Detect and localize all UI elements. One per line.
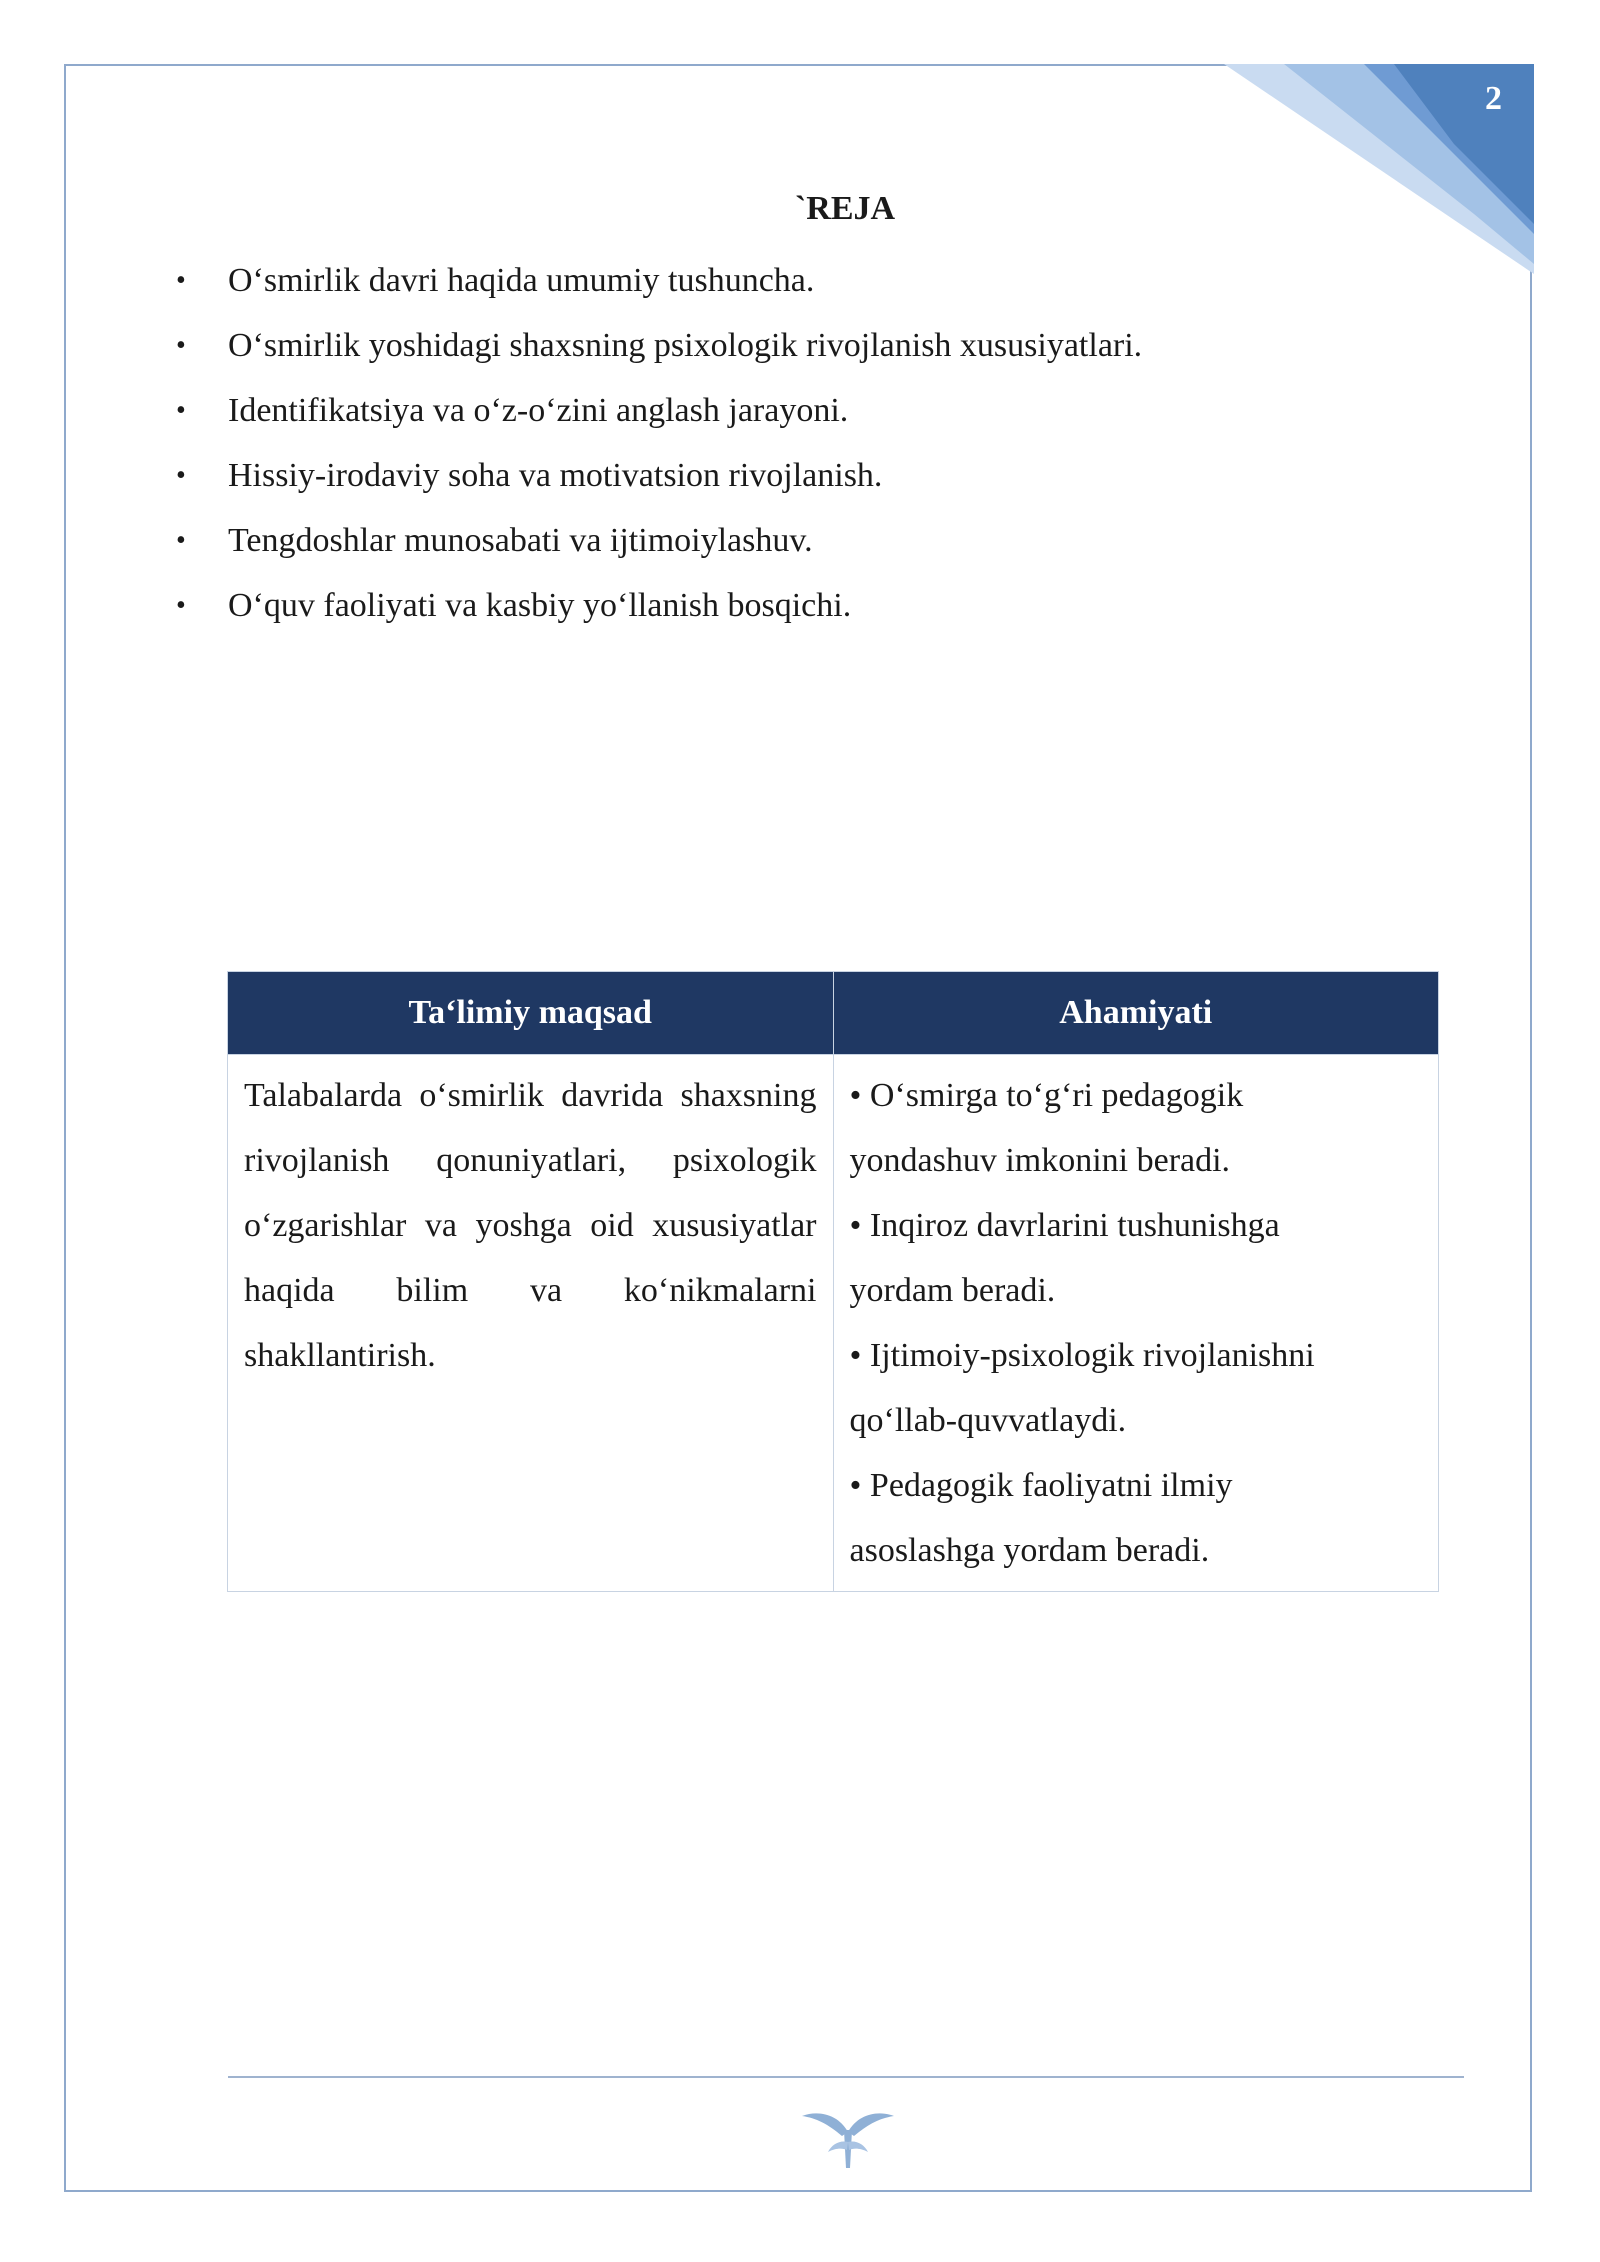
importance-cell <box>833 1055 1439 1592</box>
bullet-icon: • <box>176 330 186 361</box>
bullet-icon: • <box>176 395 186 426</box>
plan-item <box>176 573 1142 638</box>
plan-item <box>176 378 1142 443</box>
bullet-icon: • <box>176 460 186 491</box>
table-header-row <box>228 972 1439 1055</box>
bullet-icon: • <box>176 265 186 296</box>
page-number: 2 <box>1485 80 1502 117</box>
table-row <box>228 1055 1439 1592</box>
importance-point-line: • Oʻsmirga toʻgʻri pedagogik <box>849 1077 1244 1114</box>
plan-list <box>176 248 1142 638</box>
importance-point-line: • Inqiroz davrlarini tushunishga <box>849 1207 1280 1244</box>
plan-item <box>176 313 1142 378</box>
footer-ornament-icon <box>798 2102 898 2172</box>
importance-point-line: • Pedagogik faoliyatni ilmiy <box>849 1467 1233 1504</box>
importance-point-line: • Ijtimoiy-psixologik rivojlanishni <box>849 1337 1315 1374</box>
importance-point-line: yordam beradi. <box>849 1272 1056 1309</box>
importance-point-line: yondashuv imkonini beradi. <box>849 1142 1231 1179</box>
plan-item-text: Oʻsmirlik yoshidagi shaxsning psixologik rivojlanish xususiyatlari. <box>228 327 1143 364</box>
plan-item <box>176 248 1142 313</box>
plan-item-text: Oʻsmirlik davri haqida umumiy tushuncha. <box>228 262 815 299</box>
bullet-icon: • <box>176 525 186 556</box>
header-goal: Ta‘limiy maqsad <box>228 972 834 1055</box>
goal-cell: Talabalarda oʻsmirlik davrida shaxsning rivojlanish qonuniyatlari, psixologik oʻzgarishlar va yoshga oid xususiyatlar haqida bilim va koʻnikmalarni shakllantirish. <box>228 1055 834 1592</box>
importance-point-line: qo‘llab-quvvatlaydi. <box>849 1402 1127 1439</box>
plan-item-text: Oʻquv faoliyati va kasbiy yoʻllanish bosqichi. <box>228 587 852 624</box>
plan-title: `REJA <box>794 190 896 227</box>
plan-item <box>176 443 1142 508</box>
bullet-icon: • <box>176 590 186 621</box>
footer-divider <box>228 2076 1464 2078</box>
plan-item-text: Hissiy-irodaviy soha va motivatsion rivojlanish. <box>228 457 883 494</box>
importance-point-line: asoslashga yordam beradi. <box>849 1532 1210 1569</box>
plan-item <box>176 508 1142 573</box>
header-importance: Ahamiyati <box>833 972 1439 1055</box>
plan-item-text: Tengdoshlar munosabati va ijtimoiylashuv. <box>228 522 813 559</box>
goals-table <box>227 971 1439 1592</box>
plan-item-text: Identifikatsiya va oʻz-oʻzini anglash jarayoni. <box>228 392 849 429</box>
